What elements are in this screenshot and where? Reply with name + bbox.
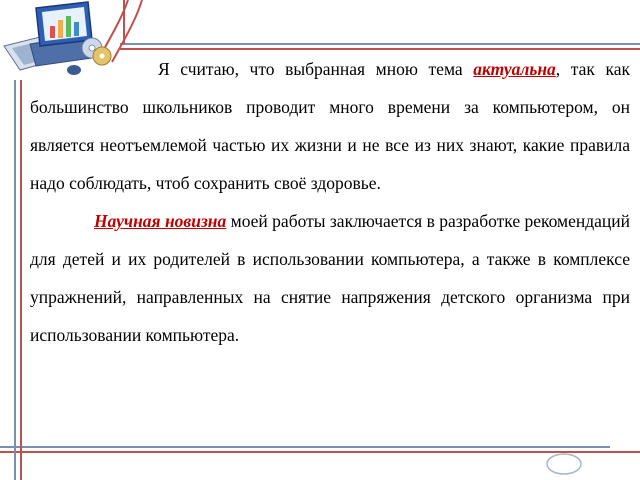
paragraph-novelty-text: моей работы заключается в разработке рекомендаций для детей и их родителей в использовании компьютера, а также в комплексе упражнений, направленных на снятие напряжения детского организма при использовании компьютера. bbox=[30, 211, 630, 345]
paragraph-relevance-text-end: , так как большинство школьников проводит много времени за компьютером, он является неотъемлемой частью их жизни и не все из них знают, какие правила надо соблюдать, чтоб сохранить своё здоровье. bbox=[30, 59, 630, 193]
keyword-scientific-novelty: Научная новизна bbox=[94, 211, 227, 231]
speech-bubble-icon bbox=[545, 452, 583, 476]
keyword-relevant: актуальна bbox=[473, 59, 556, 79]
paragraph-novelty bbox=[30, 202, 630, 354]
top-blue-rule bbox=[120, 43, 640, 45]
paragraph-relevance bbox=[30, 50, 630, 202]
left-red-rule bbox=[20, 80, 22, 480]
bottom-blue-rule bbox=[0, 446, 610, 448]
bottom-red-rule bbox=[0, 451, 640, 453]
left-blue-rule bbox=[14, 80, 16, 480]
lead-letter: Я bbox=[158, 59, 170, 79]
slide-body-text bbox=[30, 50, 630, 354]
paragraph-relevance-text-start: считаю, что выбранная мною тема bbox=[169, 59, 474, 79]
